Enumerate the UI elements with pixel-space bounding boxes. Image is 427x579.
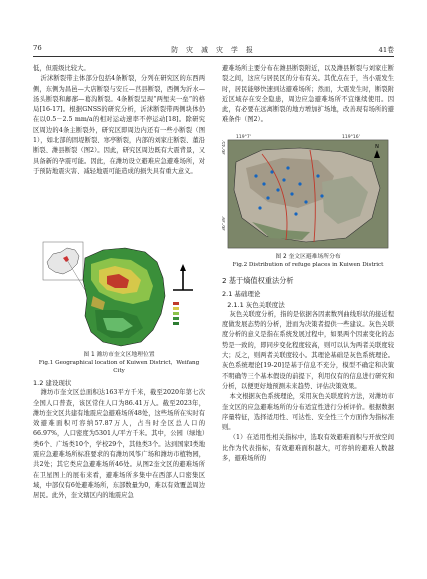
header-rule	[33, 56, 394, 57]
figure-1-caption	[33, 351, 205, 376]
paragraph: 灰色关联度分析，指的是依据各因素数列曲线形状的接近程度做发展态势的分析，进而为决策者提供一些建议。灰色关联度分析的意义是指在系统发展过程中，如果两个因素变化的态势是一致的，即同步变化程度较高，则可以认为两者关联度较大；反之，则两者关联度较小。其理论基础是灰色系统理论。灰色系统理论[19-20]是基于信息不充分，模型不确定和决策不明确等三个基本假设的前提下，利用仅有的信息进行研究和分析，以便更好地预测未来趋势、评估决策效果。	[222, 310, 394, 390]
latitude-bottom-label: 36°39'	[222, 216, 227, 231]
figure-1	[33, 240, 205, 348]
running-header	[33, 44, 394, 56]
figure-1-caption-en-cont: City	[113, 368, 125, 375]
location-map-image	[33, 240, 205, 348]
journal-title: 防 灾 减 灾 学 报	[171, 46, 256, 54]
figure-2-caption-en: Fig.2 Distribution of refuge places in Kuiwen District	[232, 262, 384, 269]
section-heading-1-2: 1.2 建设现状	[33, 379, 72, 387]
figure-1-caption-en: Fig.1 Geographical location of Kuiwen District，Weifang	[38, 360, 200, 367]
figure-1-caption-cn: 图 1 潍坊市奎文区地理位置	[83, 352, 155, 358]
paragraph: 沂沭断裂带主体部分包括4条断裂，分列在研究区的东西两侧，东侧为昌邑—大店断裂与安丘—莒县断裂，西侧为沂水—汤头断裂和鄌郚—葛沟断裂。4条断裂呈现“两堑夹一垒”的格局[16-17]。根据GNSS的研究分析，沂沭断裂带两侧块体仍在以0.5－2.5 mm/a的相对运动速率不停运动[18]。除研究区周边的4条主断裂外，研究区即周边内还有一些小断裂（图1），如北部的固堤断裂、寒亭断裂，内部的刘家庄断裂、董沿断裂、潍县断裂（图2）。因此，研究区周边既有大震背景，又具备新的孕震可能。因此，在潍坊设立避难应急避难场所，对于预防地震灾害、减轻地震可能造成的损失具有重大意义。	[33, 75, 205, 175]
paragraph: 避难场所主要分布在潍县断裂附近，以及潍县断裂与刘家庄断裂之间，这应与居民区的分布有关。其优点在于，当小震发生时，居民能够快速到达避难场所；然而，大震发生时，断裂附近区域存在安全隐患，周边应急避难场所不宜继续使用。因此，有必要在远离断裂的地方增加扩场地，改善现有场所的避难条件（图2）。	[222, 65, 394, 124]
right-column-top-text	[222, 64, 394, 126]
figure-2-caption	[222, 253, 394, 269]
north-arrow-label: N	[375, 144, 379, 150]
longitude-right-label: 119°16'	[342, 135, 360, 140]
figure-2	[222, 132, 394, 252]
refuge-distribution-map	[222, 132, 394, 252]
right-column-bottom-text	[222, 276, 394, 464]
sub-sub-heading-2-1-1: 2.1.1 灰色关联度法	[227, 300, 285, 309]
paragraph: （1）在适用性相关指标中，选取有效避难面积与开放空间比作为代表指标，有效避难面积越大，可容纳的避难人数越多，避难场所的	[222, 434, 394, 463]
longitude-left-label: 119°7'	[236, 135, 251, 140]
paragraph: 本文根据灰色系统理论，采用灰色关联度的方法，对潍坊市奎文区的应急避难场所的分布适宜性进行分析评价。根据数据序量特征，选择适用性、可达性、安全性三个方面作为指标准则。	[222, 393, 394, 432]
page-number: 76	[33, 44, 42, 52]
figure-2-caption-cn: 图 2 奎文区避难场所分布	[275, 254, 341, 260]
paragraph: 低，但震级比较大。	[33, 65, 90, 72]
left-column-bottom-text	[33, 378, 205, 502]
volume-label: 41卷	[378, 46, 394, 54]
sub-heading-2-1: 2.1 基础理论	[222, 290, 261, 299]
section-heading-2: 2 基于熵值权重法分析	[222, 276, 294, 285]
left-column-top-text	[33, 64, 205, 240]
latitude-top-label: 36°45'	[222, 140, 227, 155]
paragraph: 潍坊市奎文区总面积达163平方千米，截至2020年第七次全国人口普查，该区常住人口为86.41万人。截至2023年，潍坊奎文区共建有地震应急避难场所48处，这些场所在实时有效避难面积可容纳57.87万人，占当时全区总人口的66.97%，人口密度为5301人/平方千米。其中，公园（绿地）类6个、广场类10个，学校29个，其他类3个。达到国家Ⅰ类地震应急避难场所标准要求的有潍坊风筝广场和潍坊市植物园，共2处；其它类应急避难场所46处。从图2奎文区的避难场所在卫星图上的展布来看，避难场所多集中在西部人口密集区域，中部仅有6处避难场所，东部数量为0，难以有效覆盖周边居民。此外，奎文辖区内的地震应急	[33, 389, 205, 500]
